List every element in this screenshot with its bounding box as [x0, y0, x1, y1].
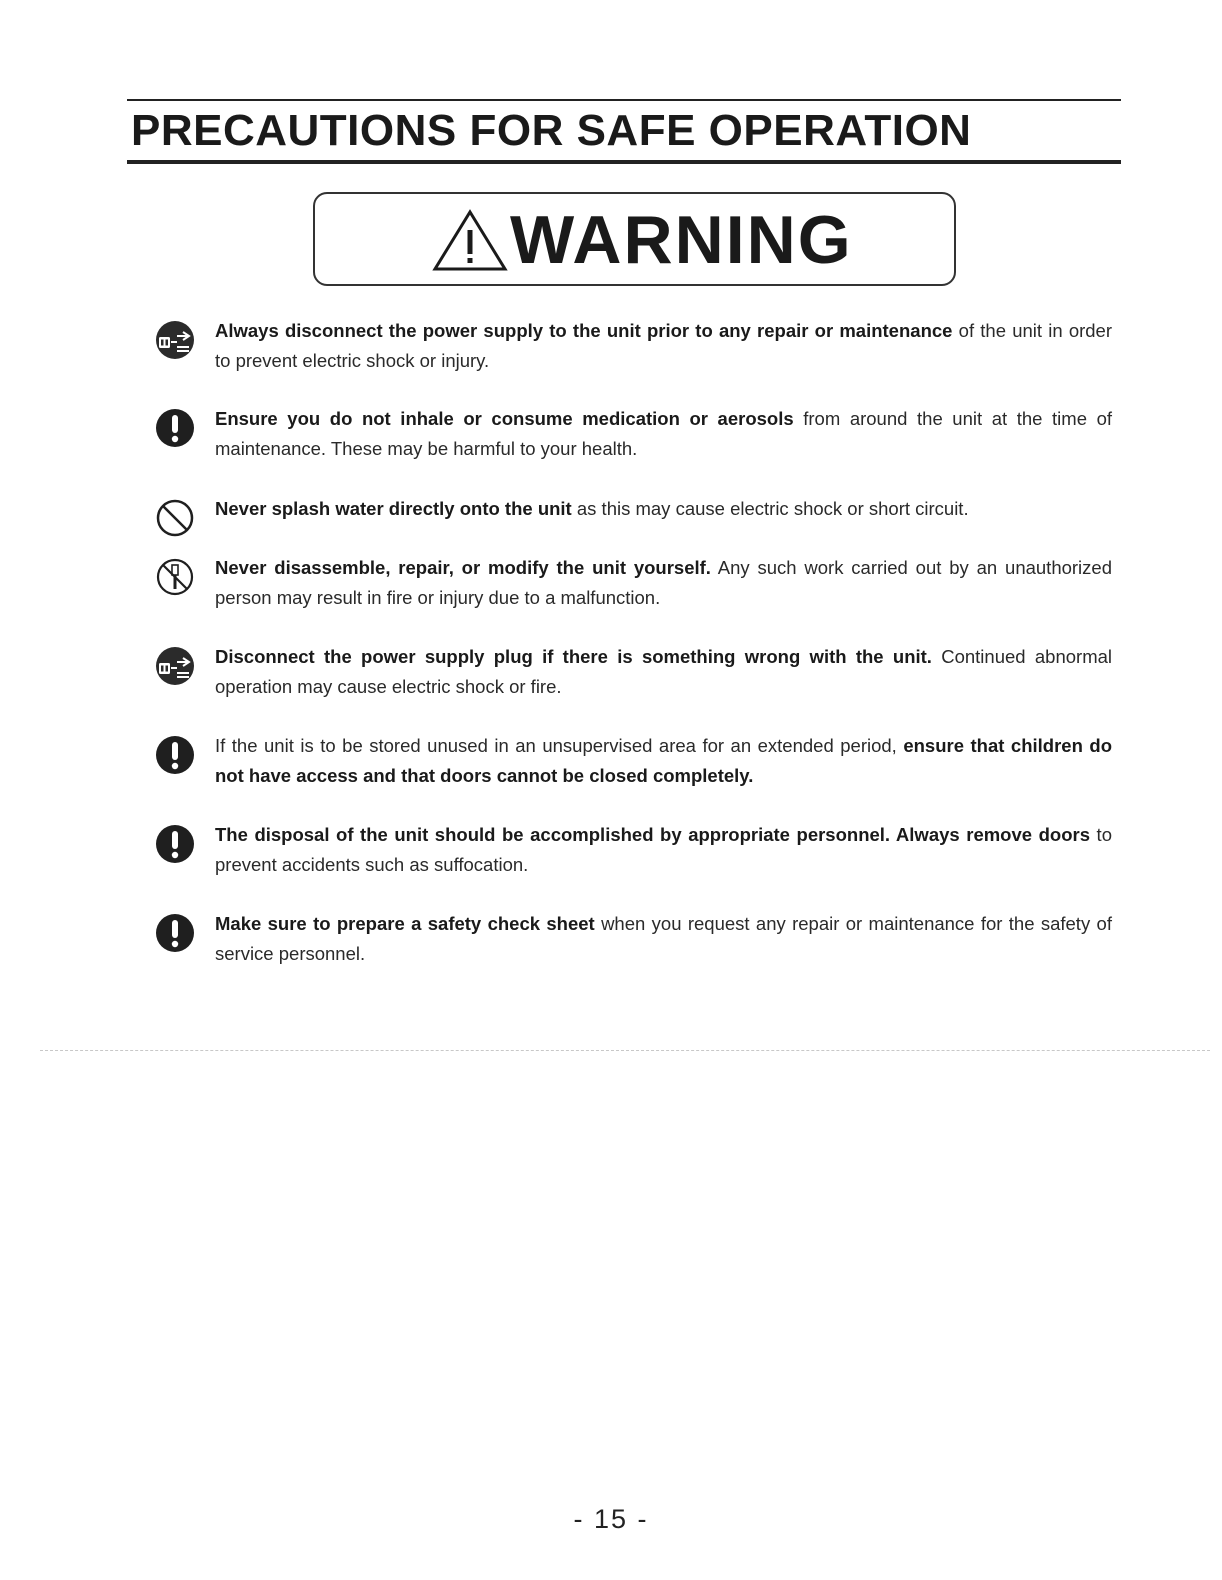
precaution-text: Ensure you do not inhale or consume medication or aerosols from around the unit at the time of maintenance. These may be harmful to your health. — [215, 408, 1112, 459]
exclamation-icon — [155, 913, 195, 953]
page-number: - 15 - — [573, 1504, 649, 1534]
no-disassembly-icon — [155, 557, 195, 597]
warning-label: WARNING — [510, 202, 853, 278]
page-title: PRECAUTIONS FOR SAFE OPERATION — [131, 106, 972, 155]
precaution-text: Disconnect the power supply plug if there is something wrong with the unit. Continued abnormal operation may cause electric shock or fire. — [215, 646, 1112, 697]
warning-triangle-icon — [432, 208, 508, 272]
scan-artifact-line — [40, 1050, 1210, 1051]
unplug-icon — [155, 320, 195, 360]
exclamation-icon — [155, 735, 195, 775]
exclamation-icon — [155, 408, 195, 448]
title-bottom-rule — [127, 160, 1121, 164]
prohibited-icon — [155, 498, 195, 538]
precaution-text: Make sure to prepare a safety check sheet when you request any repair or maintenance for the safety of service personnel. — [215, 913, 1112, 964]
warning-box — [313, 192, 956, 286]
precaution-text: Always disconnect the power supply to the unit prior to any repair or maintenance of the unit in order to prevent electric shock or injury. — [215, 320, 1113, 371]
precaution-text: If the unit is to be stored unused in an unsupervised area for an extended period, ensure that children do not have access and that doors cannot be closed completely. — [215, 735, 1112, 786]
exclamation-icon — [155, 824, 195, 864]
precaution-text: Never disassemble, repair, or modify the unit yourself. Any such work carried out by an unauthorized person may result in fire or injury due to a malfunction. — [215, 557, 1112, 608]
title-top-rule — [127, 99, 1121, 101]
unplug-icon — [155, 646, 195, 686]
precaution-text: The disposal of the unit should be accomplished by appropriate personnel. Always remove doors to prevent accidents such as suffocation. — [215, 824, 1112, 875]
precaution-text: Never splash water directly onto the unit as this may cause electric shock or short circuit. — [215, 498, 969, 519]
